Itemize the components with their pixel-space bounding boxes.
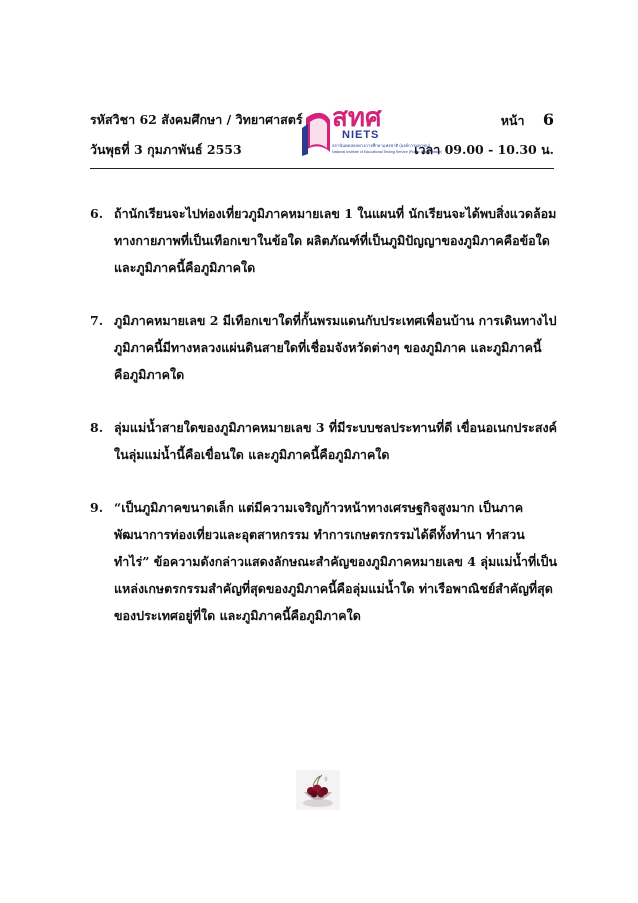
question-item xyxy=(90,200,560,281)
question-text-line: ลุ่มแม่น้ำสายใดของภูมิภาคหมายเลข 3 ที่มีระบบชลประทานที่ดี เขื่อนอเนกประสงค์ xyxy=(114,420,557,435)
question-text-line: ภูมิภาคนี้มีทางหลวงแผ่นดินสายใดที่เชื่อมจังหวัดต่างๆ ของภูมิภาค และภูมิภาคนี้ xyxy=(114,340,542,355)
header-divider xyxy=(90,168,554,169)
question-item xyxy=(90,494,560,629)
question-item xyxy=(90,307,560,388)
question-text-line: ทางกายภาพที่เป็นเทือกเขาในข้อใด ผลิตภัณฑ์ที่เป็นภูมิปัญญาของภูมิภาคคือข้อใด xyxy=(114,233,550,248)
logo-wordmark: สทศ xyxy=(332,102,382,132)
cherries-bowl-icon xyxy=(296,770,340,810)
niets-logo xyxy=(300,100,442,160)
book-emblem-icon xyxy=(302,113,330,156)
question-list xyxy=(90,200,560,655)
question-number: 7. xyxy=(90,313,104,328)
question-text-line: คือภูมิภาคใด xyxy=(114,367,185,382)
question-text-line: ภูมิภาคหมายเลข 2 มีเทือกเขาใดที่กั้นพรมแดนกับประเทศเพื่อนบ้าน การเดินทางไป xyxy=(114,313,557,328)
question-number: 9. xyxy=(90,500,104,515)
page-number: 6 xyxy=(542,110,554,129)
question-text-line: และภูมิภาคนี้คือภูมิภาคใด xyxy=(114,260,256,275)
question-text-line: ในลุ่มแม่น้ำนี้คือเขื่อนใด และภูมิภาคนี้คือภูมิภาคใด xyxy=(114,447,390,462)
logo-org-thai: สถาบันทดสอบทางการศึกษาแห่งชาติ (องค์การมหาชน) xyxy=(332,143,431,148)
question-number: 8. xyxy=(90,420,104,435)
question-text-line: ของประเทศอยู่ที่ใด และภูมิภาคนี้คือภูมิภาคใด xyxy=(114,608,361,623)
question-text-line: ถ้านักเรียนจะไปท่องเที่ยวภูมิภาคหมายเลข 1 ในแผนที่ นักเรียนจะได้พบสิ่งแวดล้อม xyxy=(114,206,557,221)
question-text-line: พัฒนาการท่องเที่ยวและอุตสาหกรรม ทำการเกษตรกรรมได้ดีทั้งทำนา ทำสวน xyxy=(114,527,525,542)
question-text-line: ทำไร่” ข้อความดังกล่าวแสดงลักษณะสำคัญของภูมิภาคหมายเลข 4 ลุ่มแม่น้ำที่เป็น xyxy=(114,554,558,569)
question-text-line: “เป็นภูมิภาคขนาดเล็ก แต่มีความเจริญก้าวหน้าทางเศรษฐกิจสูงมาก เป็นภาค xyxy=(114,500,524,515)
question-number: 6. xyxy=(90,206,104,221)
logo-sub-wordmark: NIETS xyxy=(342,129,380,141)
page-label: หน้า xyxy=(500,113,525,128)
page-number-block xyxy=(501,110,554,131)
question-item xyxy=(90,414,560,468)
date-line: วันพุธที่ 3 กุมภาพันธ์ 2553 xyxy=(90,142,242,157)
subject-line: รหัสวิชา 62 สังคมศึกษา / วิทยาศาสตร์ xyxy=(90,112,303,127)
time-line: เวลา 09.00 - 10.30 น. xyxy=(414,142,554,157)
logo-org-english: National Institute of Educational Testing Service (Public Organization) xyxy=(332,150,442,154)
question-text-line: แหล่งเกษตรกรรมสำคัญที่สุดของภูมิภาคนี้คือลุ่มแม่น้ำใด ท่าเรือพาณิชย์สำคัญที่สุด xyxy=(114,581,553,596)
